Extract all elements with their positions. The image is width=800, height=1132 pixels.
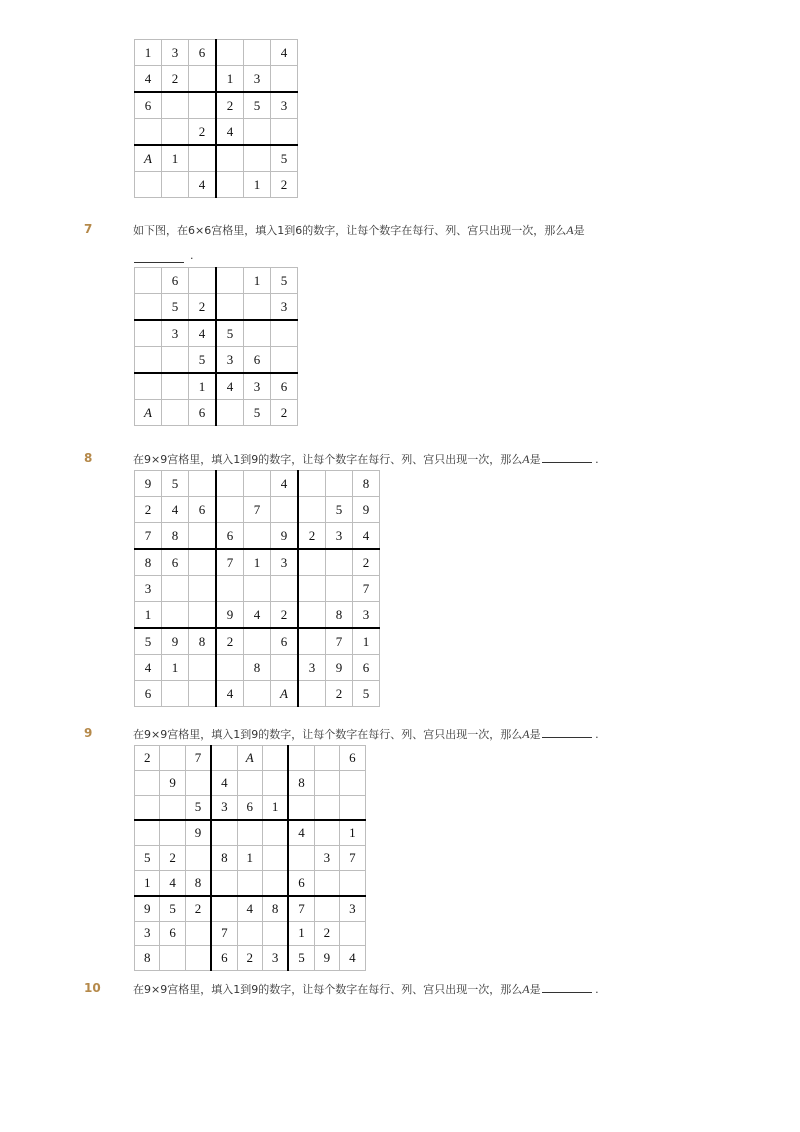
grid-cell — [135, 770, 160, 795]
sudoku-grid-7 — [134, 267, 298, 426]
grid-cell: 8 — [189, 628, 217, 655]
grid-cell: 4 — [237, 896, 262, 921]
grid-cell: 1 — [244, 549, 271, 576]
grid-cell: 7 — [244, 497, 271, 523]
grid-cell: 5 — [162, 471, 189, 497]
grid-cell: 3 — [135, 921, 160, 946]
question-text-main: 如下图，在6×6宫格里，填入1到6的数字，让每个数字在每行、列、宫只出现一次，那么 — [133, 224, 567, 237]
grid-cell — [135, 795, 160, 820]
grid-cell: 3 — [244, 66, 271, 93]
grid-cell: 7 — [216, 549, 244, 576]
grid-cell: 2 — [189, 119, 217, 146]
grid-cell: 4 — [271, 40, 298, 66]
grid-cell: 5 — [244, 400, 271, 426]
grid-cell: 5 — [216, 320, 244, 347]
answer-blank[interactable] — [134, 262, 184, 263]
grid-cell: 9 — [162, 628, 189, 655]
grid-cell: 3 — [162, 40, 189, 66]
grid-cell — [262, 846, 288, 871]
end-period: . — [595, 453, 599, 466]
grid-cell — [244, 40, 271, 66]
grid-cell: 6 — [340, 746, 365, 771]
grid-row — [135, 655, 380, 681]
grid-row — [135, 820, 366, 845]
grid-cell — [189, 145, 217, 172]
grid-cell — [185, 946, 211, 971]
grid-cell: 4 — [216, 373, 244, 400]
grid-cell: 6 — [271, 628, 299, 655]
grid-cell: 9 — [216, 602, 244, 629]
grid-cell — [271, 497, 299, 523]
grid-cell — [162, 347, 189, 374]
grid-cell — [211, 746, 237, 771]
grid-cell — [271, 576, 299, 602]
sudoku-grid-9 — [134, 745, 366, 971]
variable-a: A — [522, 727, 530, 741]
grid-cell: 4 — [160, 870, 185, 895]
grid-cell — [298, 628, 326, 655]
grid-row — [135, 400, 298, 426]
grid-cell — [216, 40, 244, 66]
grid-cell — [189, 523, 217, 550]
grid-cell: 5 — [271, 268, 298, 294]
question-text-tail: 是 — [529, 453, 541, 466]
grid-cell — [262, 746, 288, 771]
grid-cell: 8 — [135, 946, 160, 971]
grid-row — [135, 846, 366, 871]
grid-cell — [135, 820, 160, 845]
grid-row — [135, 602, 380, 629]
grid-cell: 6 — [189, 40, 217, 66]
sudoku-grid-8 — [134, 470, 380, 707]
question-text — [133, 222, 585, 238]
grid-row — [135, 145, 298, 172]
grid-cell: 6 — [162, 549, 189, 576]
grid-cell-variable: A — [271, 681, 299, 707]
grid-cell: 5 — [189, 347, 217, 374]
grid-cell — [211, 870, 237, 895]
answer-blank[interactable] — [542, 451, 592, 463]
question-text-main: 在9×9宫格里，填入1到9的数字，让每个数字在每行、列、宫只出现一次，那么 — [133, 983, 523, 996]
grid-cell: 4 — [271, 471, 299, 497]
grid-cell — [244, 471, 271, 497]
grid-cell: 5 — [162, 294, 189, 321]
grid-cell — [271, 119, 298, 146]
grid-cell — [271, 655, 299, 681]
grid-cell — [244, 681, 271, 707]
grid-cell: 3 — [135, 576, 162, 602]
grid-cell: 4 — [135, 66, 162, 93]
grid-cell: 8 — [211, 846, 237, 871]
grid-cell: 4 — [353, 523, 380, 550]
grid-cell: 1 — [162, 655, 189, 681]
grid-row — [135, 770, 366, 795]
grid-cell: 7 — [288, 896, 314, 921]
grid-cell: 2 — [216, 628, 244, 655]
grid-cell — [211, 820, 237, 845]
grid-cell: 8 — [326, 602, 353, 629]
grid-cell — [244, 119, 271, 146]
grid-row — [135, 795, 366, 820]
grid-cell: 5 — [244, 92, 271, 119]
question-number: 9 — [84, 726, 93, 740]
grid-cell: 2 — [353, 549, 380, 576]
grid-cell: 5 — [326, 497, 353, 523]
grid-cell — [160, 795, 185, 820]
grid-cell: 2 — [216, 92, 244, 119]
grid-cell — [244, 523, 271, 550]
grid-cell — [314, 896, 339, 921]
grid-cell — [162, 681, 189, 707]
grid-cell: 1 — [237, 846, 262, 871]
variable-a: A — [566, 223, 574, 237]
grid-row — [135, 576, 380, 602]
grid-cell — [271, 347, 298, 374]
grid-cell — [185, 770, 211, 795]
grid-cell — [189, 92, 217, 119]
grid-cell — [298, 681, 326, 707]
grid-row — [135, 320, 298, 347]
grid-cell — [189, 66, 217, 93]
grid-cell — [189, 602, 217, 629]
grid-cell: 5 — [135, 628, 162, 655]
grid-cell: 2 — [326, 681, 353, 707]
grid-cell — [314, 770, 339, 795]
grid-cell: 1 — [244, 268, 271, 294]
question-text-tail: 是 — [529, 728, 541, 741]
grid-row — [135, 681, 380, 707]
grid-cell: 2 — [185, 896, 211, 921]
grid-cell: 9 — [326, 655, 353, 681]
grid-cell-variable: A — [135, 400, 162, 426]
question-number: 8 — [84, 451, 93, 465]
grid-cell — [160, 746, 185, 771]
grid-row — [135, 66, 298, 93]
question-text-main: 在9×9宫格里，填入1到9的数字，让每个数字在每行、列、宫只出现一次，那么 — [133, 728, 523, 741]
grid-cell: 3 — [314, 846, 339, 871]
grid-cell: 5 — [160, 896, 185, 921]
grid-cell: 1 — [135, 40, 162, 66]
grid-cell: 4 — [162, 497, 189, 523]
grid-cell: 4 — [211, 770, 237, 795]
grid-cell: 7 — [211, 921, 237, 946]
grid-cell: 9 — [314, 946, 339, 971]
grid-cell: 5 — [185, 795, 211, 820]
grid-cell — [216, 576, 244, 602]
grid-cell: 4 — [340, 946, 365, 971]
grid-cell: 5 — [271, 145, 298, 172]
grid-row — [135, 746, 366, 771]
grid-cell — [160, 946, 185, 971]
grid-cell: 1 — [340, 820, 365, 845]
grid-cell: 2 — [314, 921, 339, 946]
grid-cell: 6 — [135, 92, 162, 119]
grid-cell — [216, 145, 244, 172]
grid-cell — [185, 846, 211, 871]
grid-cell — [298, 497, 326, 523]
grid-cell: 5 — [353, 681, 380, 707]
grid-cell — [262, 870, 288, 895]
grid-cell — [135, 119, 162, 146]
grid-cell — [271, 320, 298, 347]
grid-cell: 2 — [189, 294, 217, 321]
grid-cell: 1 — [135, 870, 160, 895]
grid-row — [135, 92, 298, 119]
variable-a: A — [522, 982, 530, 996]
grid-cell: 3 — [298, 655, 326, 681]
grid-cell: 6 — [189, 400, 217, 426]
grid-cell — [211, 896, 237, 921]
grid-cell — [135, 294, 162, 321]
grid-cell — [185, 921, 211, 946]
grid-cell: 6 — [244, 347, 271, 374]
grid-cell: 6 — [135, 681, 162, 707]
grid-cell-variable: A — [237, 746, 262, 771]
grid-cell: 3 — [271, 294, 298, 321]
grid-cell — [162, 373, 189, 400]
grid-cell: 3 — [262, 946, 288, 971]
grid-cell: 1 — [135, 602, 162, 629]
sudoku-grid-6 — [134, 39, 298, 198]
grid-cell: 4 — [189, 320, 217, 347]
grid-cell-variable: A — [135, 145, 162, 172]
grid-cell — [160, 820, 185, 845]
grid-cell: 8 — [185, 870, 211, 895]
grid-cell — [162, 172, 189, 198]
grid-cell: 3 — [216, 347, 244, 374]
grid-cell: 7 — [353, 576, 380, 602]
grid-cell — [244, 628, 271, 655]
grid-row — [135, 523, 380, 550]
question-text-main: 在9×9宫格里，填入1到9的数字，让每个数字在每行、列、宫只出现一次，那么 — [133, 453, 523, 466]
grid-cell — [314, 870, 339, 895]
grid-cell — [288, 846, 314, 871]
grid-cell — [326, 549, 353, 576]
grid-cell: 2 — [162, 66, 189, 93]
grid-cell: 1 — [353, 628, 380, 655]
grid-cell: 6 — [211, 946, 237, 971]
grid-cell — [162, 576, 189, 602]
grid-cell: 4 — [216, 119, 244, 146]
answer-blank[interactable] — [542, 726, 592, 738]
grid-row — [135, 870, 366, 895]
grid-cell — [135, 268, 162, 294]
grid-cell: 8 — [353, 471, 380, 497]
grid-cell: 3 — [271, 92, 298, 119]
grid-cell — [326, 471, 353, 497]
grid-row — [135, 268, 298, 294]
grid-cell — [189, 655, 217, 681]
grid-cell: 7 — [326, 628, 353, 655]
grid-cell — [216, 294, 244, 321]
grid-cell — [314, 795, 339, 820]
grid-cell — [135, 172, 162, 198]
grid-cell — [314, 820, 339, 845]
grid-cell — [216, 172, 244, 198]
grid-cell — [189, 576, 217, 602]
grid-cell — [262, 820, 288, 845]
grid-cell — [216, 497, 244, 523]
grid-cell: 3 — [326, 523, 353, 550]
grid-cell: 8 — [262, 896, 288, 921]
grid-cell: 3 — [340, 896, 365, 921]
grid-row — [135, 119, 298, 146]
grid-cell — [288, 746, 314, 771]
grid-row — [135, 172, 298, 198]
grid-cell: 3 — [353, 602, 380, 629]
grid-cell: 4 — [135, 655, 162, 681]
grid-cell: 9 — [271, 523, 299, 550]
end-period: . — [595, 983, 599, 996]
grid-cell — [340, 870, 365, 895]
grid-row — [135, 294, 298, 321]
answer-blank[interactable] — [542, 981, 592, 993]
grid-cell — [216, 655, 244, 681]
grid-cell: 3 — [162, 320, 189, 347]
grid-cell — [162, 400, 189, 426]
grid-cell: 2 — [135, 497, 162, 523]
grid-cell: 2 — [298, 523, 326, 550]
question-number: 7 — [84, 222, 93, 236]
grid-cell — [262, 921, 288, 946]
grid-cell: 8 — [135, 549, 162, 576]
grid-cell: 1 — [262, 795, 288, 820]
question-number: 10 — [84, 981, 101, 995]
end-period: . — [595, 728, 599, 741]
grid-cell: 2 — [237, 946, 262, 971]
question-text-tail: 是 — [573, 224, 585, 237]
grid-cell — [244, 145, 271, 172]
grid-cell: 4 — [288, 820, 314, 845]
grid-cell: 8 — [162, 523, 189, 550]
grid-cell: 8 — [244, 655, 271, 681]
grid-cell: 1 — [216, 66, 244, 93]
variable-a: A — [522, 452, 530, 466]
grid-cell — [340, 921, 365, 946]
grid-cell: 9 — [135, 896, 160, 921]
grid-cell: 1 — [244, 172, 271, 198]
grid-cell — [298, 602, 326, 629]
grid-cell — [135, 347, 162, 374]
grid-cell — [244, 576, 271, 602]
grid-row — [135, 896, 366, 921]
grid-cell: 8 — [288, 770, 314, 795]
grid-cell: 6 — [271, 373, 298, 400]
grid-cell — [237, 870, 262, 895]
grid-cell: 4 — [189, 172, 217, 198]
end-period: . — [190, 249, 194, 262]
grid-cell — [162, 602, 189, 629]
grid-cell: 1 — [189, 373, 217, 400]
question-text-tail: 是 — [529, 983, 541, 996]
grid-cell: 1 — [162, 145, 189, 172]
grid-row — [135, 40, 298, 66]
grid-cell: 1 — [288, 921, 314, 946]
grid-cell — [162, 92, 189, 119]
grid-cell — [189, 268, 217, 294]
grid-cell: 6 — [189, 497, 217, 523]
grid-cell — [326, 576, 353, 602]
grid-cell: 6 — [288, 870, 314, 895]
grid-cell — [298, 471, 326, 497]
grid-cell: 7 — [135, 523, 162, 550]
grid-cell — [216, 268, 244, 294]
grid-cell — [340, 770, 365, 795]
grid-cell: 2 — [160, 846, 185, 871]
grid-cell: 4 — [244, 602, 271, 629]
grid-cell: 3 — [211, 795, 237, 820]
grid-cell: 6 — [353, 655, 380, 681]
grid-cell — [237, 921, 262, 946]
grid-cell: 6 — [162, 268, 189, 294]
grid-cell: 2 — [135, 746, 160, 771]
grid-cell: 3 — [244, 373, 271, 400]
grid-cell: 2 — [271, 602, 299, 629]
grid-row — [135, 373, 298, 400]
grid-cell — [244, 320, 271, 347]
grid-cell: 9 — [135, 471, 162, 497]
grid-row — [135, 549, 380, 576]
grid-cell — [189, 549, 217, 576]
grid-row — [135, 471, 380, 497]
grid-cell — [189, 681, 217, 707]
grid-cell: 7 — [340, 846, 365, 871]
grid-cell — [237, 770, 262, 795]
grid-row — [135, 946, 366, 971]
grid-cell: 6 — [216, 523, 244, 550]
grid-cell — [237, 820, 262, 845]
grid-cell: 4 — [216, 681, 244, 707]
grid-cell — [189, 471, 217, 497]
grid-cell: 6 — [237, 795, 262, 820]
grid-row — [135, 628, 380, 655]
grid-cell — [216, 400, 244, 426]
grid-cell — [340, 795, 365, 820]
grid-cell: 9 — [185, 820, 211, 845]
grid-cell: 9 — [160, 770, 185, 795]
grid-cell — [262, 770, 288, 795]
question-text — [133, 981, 599, 997]
grid-cell — [298, 549, 326, 576]
grid-cell: 6 — [160, 921, 185, 946]
grid-cell — [298, 576, 326, 602]
question-text — [133, 726, 599, 742]
question-text — [133, 451, 599, 467]
grid-cell: 5 — [135, 846, 160, 871]
grid-row — [135, 347, 298, 374]
grid-cell: 9 — [353, 497, 380, 523]
grid-row — [135, 921, 366, 946]
grid-cell: 5 — [288, 946, 314, 971]
grid-cell: 7 — [185, 746, 211, 771]
grid-cell — [288, 795, 314, 820]
grid-cell — [271, 66, 298, 93]
grid-row — [135, 497, 380, 523]
grid-cell: 2 — [271, 400, 298, 426]
grid-cell — [244, 294, 271, 321]
grid-cell — [135, 320, 162, 347]
grid-cell — [216, 471, 244, 497]
grid-cell — [162, 119, 189, 146]
grid-cell: 2 — [271, 172, 298, 198]
grid-cell — [314, 746, 339, 771]
grid-cell: 3 — [271, 549, 299, 576]
grid-cell — [135, 373, 162, 400]
